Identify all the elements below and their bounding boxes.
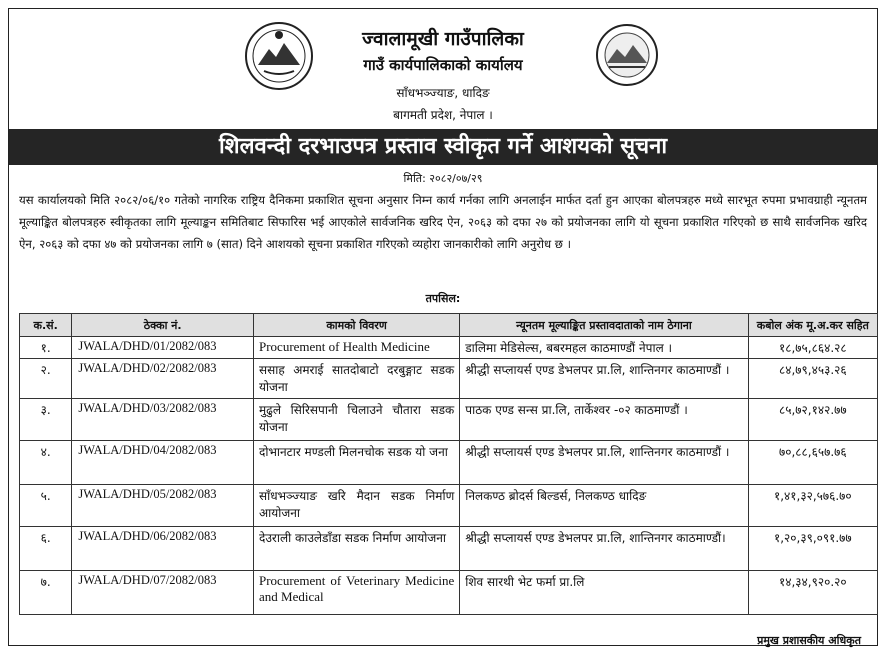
- location: साँधभञ्ज्याङ, धादिङ: [396, 86, 490, 100]
- row-code: JWALA/DHD/05/2082/083: [72, 485, 254, 527]
- col-sn: क.सं.: [20, 314, 72, 337]
- row-code: JWALA/DHD/01/2082/083: [72, 337, 254, 359]
- table-row: [20, 399, 878, 441]
- row-work: ससाह अमराई सातदोबाटो दरबुङ्गाट सडक योजना: [253, 359, 459, 399]
- row-code: JWALA/DHD/06/2082/083: [72, 527, 254, 571]
- row-work: साँधभञ्ज्याङ खरि मैदान सडक निर्माण आयोजना: [253, 485, 459, 527]
- notice-body: यस कार्यालयको मिति २०८२/०६/१० गतेको नागरिक राष्ट्रिय दैनिकमा प्रकाशित सूचना अनुसार निम्न कार्य गर्नका लागि अनलाईन मार्फत दर्ता हुन आएका बोलपत्रहरु मध्ये सारभूत रुपमा प्रभावग्राही न्यूनतम मूल्याङ्कित बोलपत्रहरु स्वीकृतका लागि मूल्याङ्कन समितिबाट सिफारिस भई आएकोले सार्वजनिक खरिद ऐन, २०६३ को दफा २७ को प्रयोजनका लागि यो सूचना प्रकाशित गरिएको छ साथै सार्वजनिक खरिद ऐन, २०६३ को दफा ४७ को प्रयोजनका लागि ७ (सात) दिने आशयको सूचना प्रकाशित गरिएको व्यहोरा जानकारीको लागि अनुरोध छ ।: [19, 193, 867, 251]
- notice-frame: [8, 8, 878, 646]
- table-row: [20, 337, 878, 359]
- row-bidder: पाठक एण्ड सन्स प्रा.लि, तार्केश्वर -०२ काठमाण्डौं ।: [460, 399, 748, 441]
- row-work: दोभानटार मण्डली मिलनचोक सडक यो जना: [253, 441, 459, 485]
- table-row: [20, 527, 878, 571]
- row-sn: ५.: [20, 485, 72, 527]
- row-code: JWALA/DHD/04/2082/083: [72, 441, 254, 485]
- tender-table: [19, 313, 878, 615]
- row-amount: १८,७५,८६४.२८: [748, 337, 877, 359]
- table-row: [20, 359, 878, 399]
- table-row: [20, 571, 878, 615]
- office-name: गाउँ कार्यपालिकाको कार्यालय: [363, 56, 523, 74]
- letterhead: [9, 9, 877, 127]
- row-code: JWALA/DHD/02/2082/083: [72, 359, 254, 399]
- row-sn: १.: [20, 337, 72, 359]
- row-bidder: निलकण्ठ ब्रोदर्स बिल्डर्स, निलकण्ठ धादिङ: [460, 485, 748, 527]
- row-work: Procurement of Health Medicine: [253, 337, 459, 359]
- row-work: Procurement of Veterinary Medicine and Medical: [253, 571, 459, 615]
- row-bidder: श्रीद्धी सप्लायर्स एण्ड डेभलपर प्रा.लि, शान्तिनगर काठमाण्डौं।: [460, 527, 748, 571]
- col-amount: कबोल अंक मू.अ.कर सहित: [748, 314, 877, 337]
- notice-date: मिति: २०८२/०७/२९: [403, 172, 483, 185]
- row-sn: ४.: [20, 441, 72, 485]
- row-amount: ८५,७२,१४२.७७: [748, 399, 877, 441]
- row-bidder: डालिमा मेडिसेल्स, बबरमहल काठमाण्डौं नेपाल ।: [460, 337, 748, 359]
- row-sn: ३.: [20, 399, 72, 441]
- col-bidder: न्यूनतम मूल्याङ्कित प्रस्तावदाताको नाम ठेगाना: [460, 314, 748, 337]
- row-amount: १,२०,३९,०९१.७७: [748, 527, 877, 571]
- row-bidder: श्रीद्धी सप्लायर्स एण्ड डेभलपर प्रा.लि, शान्तिनगर काठमाण्डौं ।: [460, 359, 748, 399]
- row-work: मुढुले सिरिसपानी चिलाउने चौतारा सडक योजना: [253, 399, 459, 441]
- row-work: देउराली काउलेडाँडा सडक निर्माण आयोजना: [253, 527, 459, 571]
- signatory: प्रमुख प्रशासकीय अधिकृत: [757, 634, 861, 647]
- row-amount: ८४,७९,४५३.२६: [748, 359, 877, 399]
- row-sn: ७.: [20, 571, 72, 615]
- notice-title: शिलवन्दी दरभाउपत्र प्रस्ताव स्वीकृत गर्ने आशयको सूचना: [9, 129, 877, 165]
- row-code: JWALA/DHD/03/2082/083: [72, 399, 254, 441]
- row-amount: ७०,८८,६५७.७६: [748, 441, 877, 485]
- table-row: [20, 441, 878, 485]
- org-name: ज्वालामूखी गाउँपालिका: [362, 28, 524, 50]
- row-code: JWALA/DHD/07/2082/083: [72, 571, 254, 615]
- row-bidder: शिव सारथी भेट फर्मा प्रा.लि: [460, 571, 748, 615]
- table-row: [20, 485, 878, 527]
- table-header-row: [20, 314, 878, 337]
- row-amount: १४,३४,९२०.२०: [748, 571, 877, 615]
- row-sn: ६.: [20, 527, 72, 571]
- col-work: कामको विवरण: [253, 314, 459, 337]
- col-code: ठेक्का नं.: [72, 314, 254, 337]
- province: बागमती प्रदेश, नेपाल ।: [393, 108, 493, 122]
- row-sn: २.: [20, 359, 72, 399]
- row-amount: १,४१,३२,५७६.७०: [748, 485, 877, 527]
- row-bidder: श्रीद्धी सप्लायर्स एण्ड डेभलपर प्रा.लि, शान्तिनगर काठमाण्डौं ।: [460, 441, 748, 485]
- details-label: तपसिल:: [425, 292, 461, 305]
